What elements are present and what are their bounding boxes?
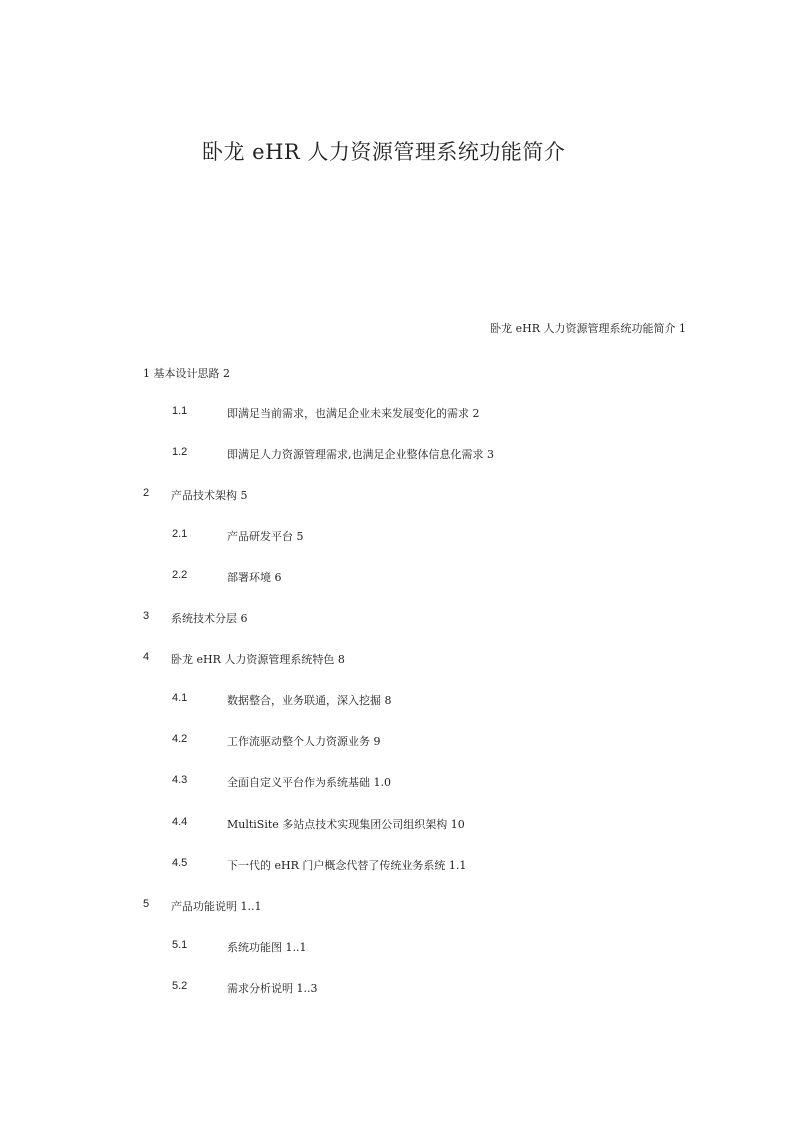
toc-entry-number: 4.3 [172,774,188,786]
toc-entry-number: 5.1 [172,939,188,951]
toc-entry-text: 下一代的 eHR 门户概念代替了传统业务系统 1.1 [227,859,467,872]
toc-entry-text: 数据整合，业务联通，深入挖掘 8 [227,694,392,707]
toc-entry-text: 即满足人力资源管理需求,也满足企业整体信息化需求 3 [227,448,494,461]
toc-entry-number: 4.5 [172,857,188,869]
toc-entry-number: 2 [143,487,150,499]
toc-entry-text: 全面自定义平台作为系统基础 1.0 [227,776,391,789]
toc-entry-text: 卧龙 eHR 人力资源管理系统特色 8 [171,653,345,666]
toc-entry-text: 系统功能图 1..1 [227,941,307,954]
toc-entry-number: 4.4 [172,816,188,828]
toc-entry-1 [143,365,230,381]
toc-entry-number: 2.2 [172,569,188,581]
toc-entry-text: 产品功能说明 1..1 [171,900,262,913]
toc-entry-text: 部署环境 6 [227,571,282,584]
toc-entry-text: 系统技术分层 6 [171,612,248,625]
toc-entry-number: 5.2 [172,980,188,992]
toc-entry-number: 5 [143,898,150,910]
document-title: 卧龙 eHR 人力资源管理系统功能简介 [202,140,566,164]
toc-entry-text: 产品研发平台 5 [227,530,304,543]
toc-entry-text: MultiSite 多站点技术实现集团公司组织架构 10 [227,818,465,831]
toc-entry-text: 1 基本设计思路 2 [143,367,230,380]
toc-entry-text: 需求分析说明 1..3 [227,982,318,995]
toc-entry-number: 4 [143,651,150,663]
toc-entry-text: 即满足当前需求，也满足企业未来发展变化的需求 2 [227,407,480,420]
toc-entry-number: 4.1 [172,692,188,704]
toc-entry-number: 3 [143,610,150,622]
toc-entry-number: 2.1 [172,528,188,540]
toc-entry-number: 1.2 [172,446,188,458]
toc-entry-number: 4.2 [172,733,188,745]
toc-entry-text: 工作流驱动整个人力资源业务 9 [227,735,381,748]
toc-entry-number: 1.1 [172,405,188,417]
toc-header-entry: 卧龙 eHR 人力资源管理系统功能简介 1 [490,322,686,335]
toc-entry-text: 产品技术架构 5 [171,489,248,502]
